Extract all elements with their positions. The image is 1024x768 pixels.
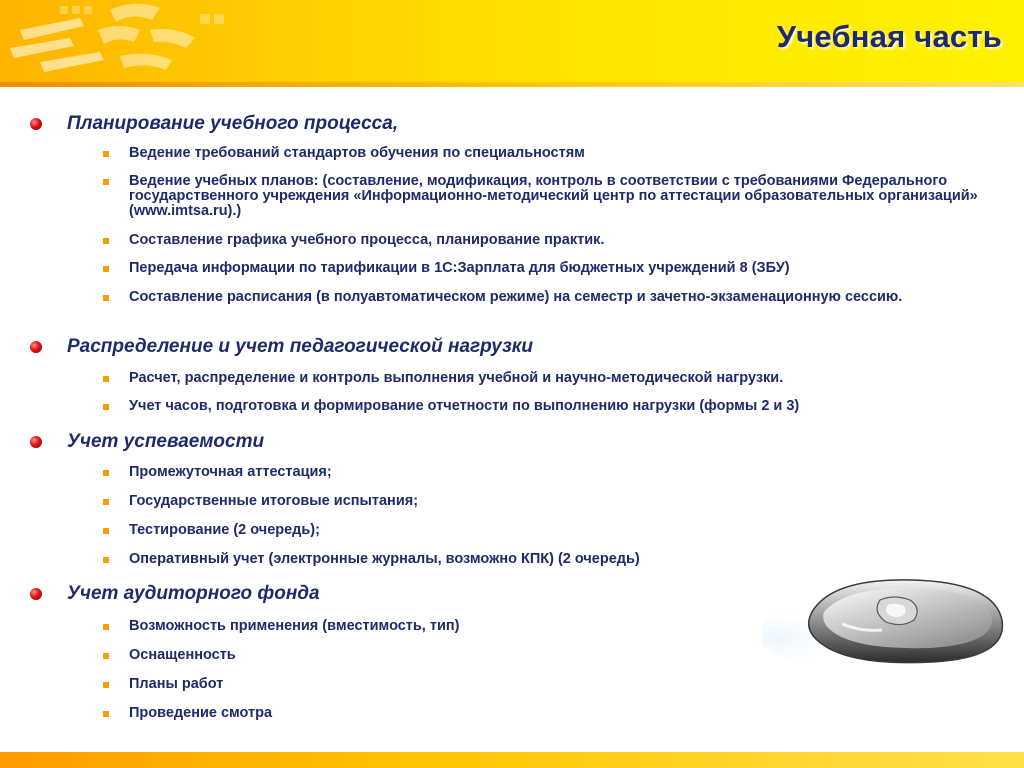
square-bullet-icon xyxy=(103,238,109,244)
list-item-text: Учет часов, подготовка и формирование отчетности по выполнению нагрузки (формы 2 и 3) xyxy=(129,398,800,414)
list-item xyxy=(103,290,983,305)
square-bullet-icon xyxy=(103,653,109,659)
list-item-text: Тестирование (2 очередь); xyxy=(129,522,320,538)
list-item-text: Составление графика учебного процесса, планирование практик. xyxy=(129,232,605,248)
section-planning xyxy=(30,113,398,135)
list-item xyxy=(103,494,983,509)
square-bullet-icon xyxy=(103,557,109,563)
section-title: Учет аудиторного фонда xyxy=(67,583,320,604)
square-bullet-icon xyxy=(103,682,109,688)
list-item-text: Промежуточная аттестация; xyxy=(129,464,332,480)
list-item xyxy=(103,146,983,161)
list-item-text: Оперативный учет (электронные журналы, возможно КПК) (2 очередь) xyxy=(129,551,640,567)
list-item xyxy=(103,233,983,248)
list-item-text: Передача информации по тарификации в 1С:Зарплата для бюджетных учреждений 8 (ЗБУ) xyxy=(129,260,790,276)
square-bullet-icon xyxy=(103,470,109,476)
list-item xyxy=(103,465,983,480)
square-bullet-icon xyxy=(103,151,109,157)
section-workload xyxy=(30,336,533,358)
square-bullet-icon xyxy=(103,179,109,185)
red-bullet-icon xyxy=(30,436,42,448)
section-title: Планирование учебного процесса, xyxy=(67,113,399,134)
computer-mouse-icon xyxy=(762,572,1012,672)
square-bullet-icon xyxy=(103,624,109,630)
list-item-text: Составление расписания (в полуавтоматическом режиме) на семестр и зачетно-экзаменационную сессию. xyxy=(129,289,903,305)
page-title: Учебная часть xyxy=(776,19,1002,54)
section-classroom-fund xyxy=(30,583,320,605)
red-bullet-icon xyxy=(30,588,42,600)
section-title: Распределение и учет педагогической нагрузки xyxy=(67,336,534,357)
list-item-text: Оснащенность xyxy=(129,647,236,663)
square-bullet-icon xyxy=(103,376,109,382)
square-bullet-icon xyxy=(103,528,109,534)
list-item-text: Государственные итоговые испытания; xyxy=(129,493,419,509)
list-item xyxy=(103,174,983,219)
red-bullet-icon xyxy=(30,118,42,130)
list-item-text: Ведение учебных планов: (составление, модификация, контроль в соответствии с требованиями Федерального государственного учреждения «Информационно-методический центр по аттестации образовательных организаций» (www.imtsa.ru).) xyxy=(129,173,978,219)
footer-banner xyxy=(0,752,1024,768)
list-item xyxy=(103,523,983,538)
list-item xyxy=(103,706,983,721)
square-bullet-icon xyxy=(103,711,109,717)
square-bullet-icon xyxy=(103,499,109,505)
list-item-text: Расчет, распределение и контроль выполнения учебной и научно-методической нагрузки. xyxy=(129,370,784,386)
list-item-text: Возможность применения (вместимость, тип) xyxy=(129,618,460,634)
square-bullet-icon xyxy=(103,404,109,410)
list-item xyxy=(103,399,983,414)
section-title: Учет успеваемости xyxy=(67,431,265,452)
square-bullet-icon xyxy=(103,295,109,301)
red-bullet-icon xyxy=(30,341,42,353)
list-item xyxy=(103,261,983,276)
list-item-text: Планы работ xyxy=(129,676,224,692)
section-performance xyxy=(30,431,264,453)
square-bullet-icon xyxy=(103,266,109,272)
list-item xyxy=(103,677,983,692)
list-item xyxy=(103,371,983,386)
list-item-text: Проведение смотра xyxy=(129,705,273,721)
list-item xyxy=(103,552,983,567)
list-item-text: Ведение требований стандартов обучения по специальностям xyxy=(129,145,585,161)
